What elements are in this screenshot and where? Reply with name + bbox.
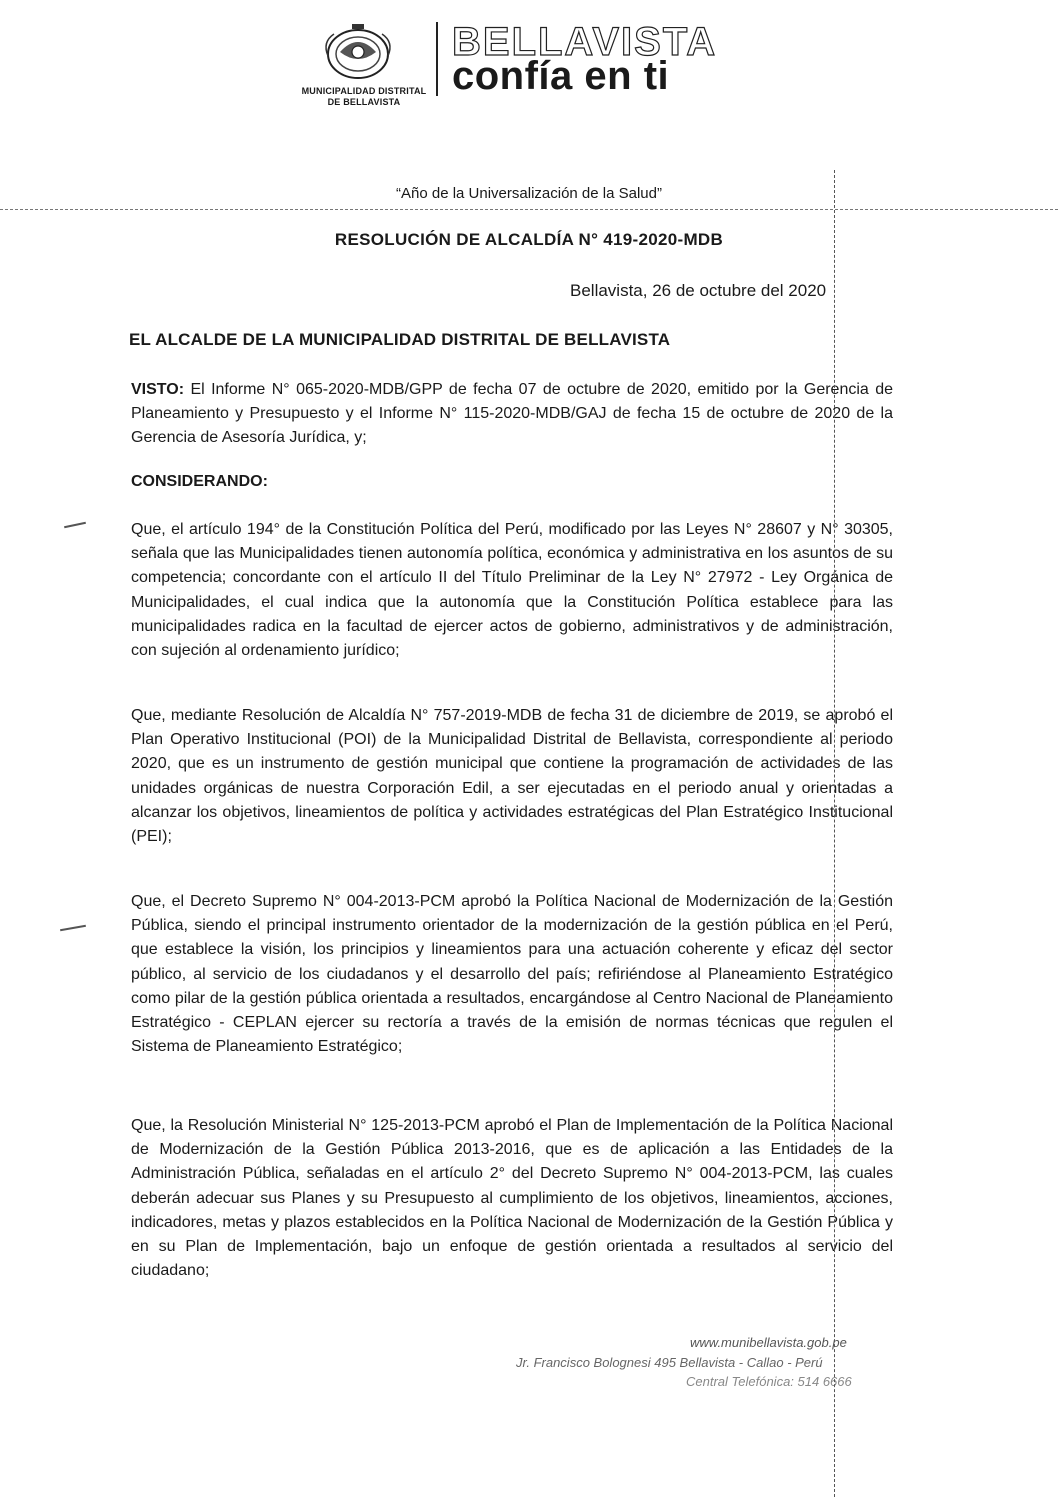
- paragraph-3: Que, el Decreto Supremo N° 004-2013-PCM aprobó la Política Nacional de Modernización de la Gestión Pública, siendo el principal instrumento orientador de la modernización de la gestión pública en el Perú, que establece la visión, los principios y lineamientos para una actuación coherente y eficaz del sector público, al servicio de los ciudadanos y el desarrollo del país; refiriéndose al Planeamiento Estratégico como pilar de la gestión pública orientada a resultados, encargándose al Centro Nacional de Planeamiento Estratégico - CEPLAN ejercer su rectoría a través de la emisión de normas técnicas que regulen el Sistema de Planeamiento Estratégico;: [131, 893, 893, 1056]
- scan-speck: [60, 925, 86, 931]
- footer-address: Jr. Francisco Bolognesi 495 Bellavista - Callao - Perú: [516, 1355, 823, 1370]
- paragraph-4: Que, la Resolución Ministerial N° 125-2013-PCM aprobó el Plan de Implementación de la Política Nacional de Modernización de la Gestión Pública 2013-2016, que es de aplicación a las Entidades de la Administración Pública, señaladas en el artículo 2° del Decreto Supremo N° 004-2013-PCM, las cuales deberán adecuar sus Planes y su Presupuesto al cumplimiento de los objetivos, lineamientos, acciones, indicadores, metas y plazos establecidos en la Política Nacional de Modernización de la Gestión Pública y en su Plan de Implementación, bajo un enfoque de gestión orientada a resultados al servicio del ciudadano;: [131, 1117, 893, 1280]
- municipality-label: MUNICIPALIDAD DISTRITAL DE BELLAVISTA: [301, 86, 427, 107]
- issuing-authority: EL ALCALDE DE LA MUNICIPALIDAD DISTRITAL DE BELLAVISTA: [129, 330, 671, 349]
- header-divider: [0, 209, 1058, 210]
- considerando-heading: CONSIDERANDO:: [131, 473, 268, 490]
- footer-phone: Central Telefónica: 514 6666: [686, 1374, 852, 1389]
- brand-name: BELLAVISTA: [452, 20, 718, 64]
- visto-label: VISTO:: [131, 381, 185, 398]
- resolution-date: Bellavista, 26 de octubre del 2020: [570, 281, 827, 300]
- brand-divider: [436, 22, 438, 96]
- municipal-seal-logo: [318, 22, 398, 84]
- visto-paragraph: [131, 378, 893, 451]
- resolution-title: RESOLUCIÓN DE ALCALDÍA N° 419-2020-MDB: [334, 230, 724, 249]
- visto-text: El Informe N° 065-2020-MDB/GPP de fecha 07 de octubre de 2020, emitido por la Gerencia de Planeamiento y Presupuesto y el Informe N° 115-2020-MDB/GAJ de fecha 15 de octubre de 2020 de la Gerencia de Asesoría Jurídica, y;: [131, 381, 893, 447]
- brand-slogan: confía en ti: [452, 54, 670, 98]
- year-motto: “Año de la Universalización de la Salud”: [396, 185, 662, 202]
- scan-speck: [64, 522, 86, 529]
- paragraph-2: Que, mediante Resolución de Alcaldía N° 757-2019-MDB de fecha 31 de diciembre de 2019, se aprobó el Plan Operativo Institucional (POI) de la Municipalidad Distrital de Bellavista, correspondiente al periodo 2020, que es un instrumento de gestión municipal que contiene la programación de actividades de las unidades orgánicas de nuestra Corporación Edil, a ser ejecutadas en el periodo anual y orientadas a alcanzar los objetivos, lineamientos de política y actividades estratégicas del Plan Estratégico Institucional (PEI);: [131, 707, 893, 846]
- footer-website: www.munibellavista.gob.pe: [690, 1335, 847, 1350]
- scan-margin-line: [834, 170, 835, 1497]
- paragraph-1: Que, el artículo 194° de la Constitución Política del Perú, modificado por las Leyes N° 28607 y N° 30305, señala que las Municipalidades tienen autonomía política, económica y administrativa en los asuntos de su competencia; concordante con el artículo II del Título Preliminar de la Ley N° 27972 - Ley Orgánica de Municipalidades, el cual indica que la autonomía que la Constitución Política establece para las municipalidades radica en la facultad de ejercer actos de gobierno, administrativos y de administración, con sujeción al ordenamiento jurídico;: [131, 521, 893, 660]
